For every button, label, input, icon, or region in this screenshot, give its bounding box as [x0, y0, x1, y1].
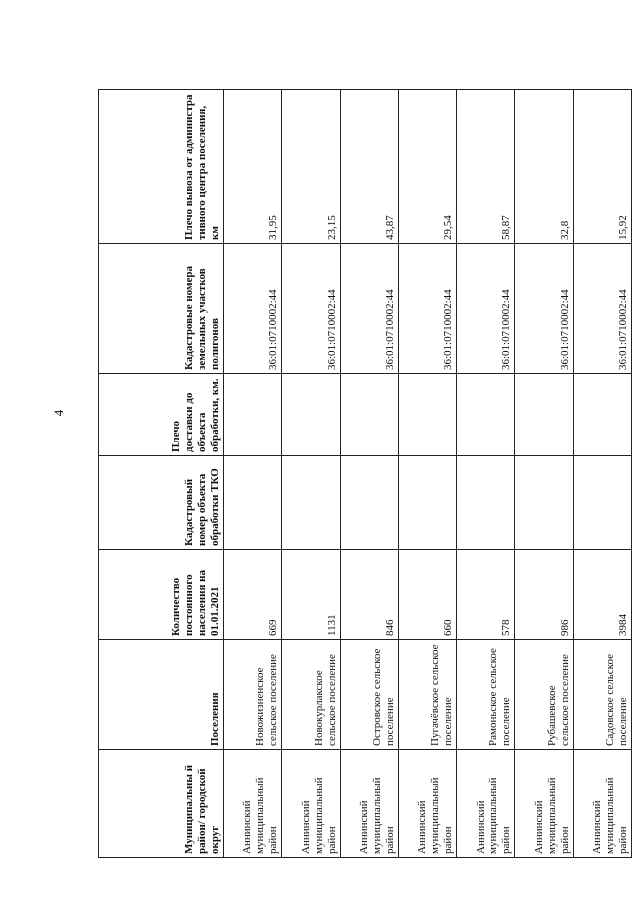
cell-processing-cadastral [398, 456, 456, 550]
cell-removal-distance: 15,92 [573, 90, 631, 244]
cell-landfill-cadastral: 36:01:0710002:44 [224, 244, 282, 374]
cell-population: 669 [224, 550, 282, 640]
cell-removal-distance: 23,15 [282, 90, 340, 244]
settlements-table [98, 89, 632, 858]
cell-removal-distance: 58,87 [457, 90, 515, 244]
cell-removal-distance: 31,95 [224, 90, 282, 244]
cell-processing-cadastral [573, 456, 631, 550]
header-population: Количество постоянного населения на 01.01.2021 [99, 550, 224, 640]
table-row [282, 90, 340, 858]
cell-population: 578 [457, 550, 515, 640]
cell-delivery-distance [224, 374, 282, 456]
cell-district: Аннинский муниципальный район [573, 750, 631, 858]
cell-processing-cadastral [515, 456, 573, 550]
cell-landfill-cadastral: 36:01:0710002:44 [282, 244, 340, 374]
cell-settlement: Садовское сельское поселение [573, 640, 631, 750]
table-row [573, 90, 631, 858]
cell-delivery-distance [573, 374, 631, 456]
cell-delivery-distance [515, 374, 573, 456]
table-row [457, 90, 515, 858]
cell-delivery-distance [340, 374, 398, 456]
cell-processing-cadastral [340, 456, 398, 550]
cell-processing-cadastral [224, 456, 282, 550]
cell-settlement: Новожизненское сельское поселение [224, 640, 282, 750]
cell-processing-cadastral [457, 456, 515, 550]
header-district: Муниципальны й район/ городской округ [99, 750, 224, 858]
table-header-row [99, 90, 224, 858]
header-settlement: Поселения [99, 640, 224, 750]
header-delivery-distance: Плечо доставки до объекта обработки, км. [99, 374, 224, 456]
cell-population: 846 [340, 550, 398, 640]
cell-population: 986 [515, 550, 573, 640]
cell-removal-distance: 29,54 [398, 90, 456, 244]
cell-delivery-distance [398, 374, 456, 456]
cell-removal-distance: 32,8 [515, 90, 573, 244]
cell-district: Аннинский муниципальный район [398, 750, 456, 858]
table-row [398, 90, 456, 858]
page-number: 4 [51, 409, 66, 417]
cell-settlement: Островское сельское поселение [340, 640, 398, 750]
header-landfill-cadastral: Кадастровые номера земельных участков полигонов [99, 244, 224, 374]
cell-settlement: Рамоньское сельское поселение [457, 640, 515, 750]
cell-processing-cadastral [282, 456, 340, 550]
header-processing-cadastral: Кадастровый номер объекта обработки ТКО [99, 456, 224, 550]
cell-settlement: Новокурлакское сельское поселение [282, 640, 340, 750]
cell-district: Аннинский муниципальный район [340, 750, 398, 858]
cell-delivery-distance [282, 374, 340, 456]
cell-population: 660 [398, 550, 456, 640]
rotated-table-frame [98, 90, 632, 858]
cell-district: Аннинский муниципальный район [282, 750, 340, 858]
cell-removal-distance: 43,87 [340, 90, 398, 244]
cell-district: Аннинский муниципальный район [515, 750, 573, 858]
cell-district: Аннинский муниципальный район [224, 750, 282, 858]
cell-landfill-cadastral: 36:01:0710002:44 [340, 244, 398, 374]
table-row [224, 90, 282, 858]
cell-population: 3984 [573, 550, 631, 640]
cell-landfill-cadastral: 36:01:0710002:44 [573, 244, 631, 374]
table-row [340, 90, 398, 858]
cell-settlement: Пугачёвское сельское поселение [398, 640, 456, 750]
cell-landfill-cadastral: 36:01:0710002:44 [457, 244, 515, 374]
cell-district: Аннинский муниципальный район [457, 750, 515, 858]
cell-settlement: Рубашевское сельское поселение [515, 640, 573, 750]
cell-delivery-distance [457, 374, 515, 456]
header-removal-distance: Плечо вывоза от администра тивного центра поселения, км [99, 90, 224, 244]
cell-landfill-cadastral: 36:01:0710002:44 [398, 244, 456, 374]
cell-landfill-cadastral: 36:01:0710002:44 [515, 244, 573, 374]
cell-population: 1131 [282, 550, 340, 640]
table-row [515, 90, 573, 858]
